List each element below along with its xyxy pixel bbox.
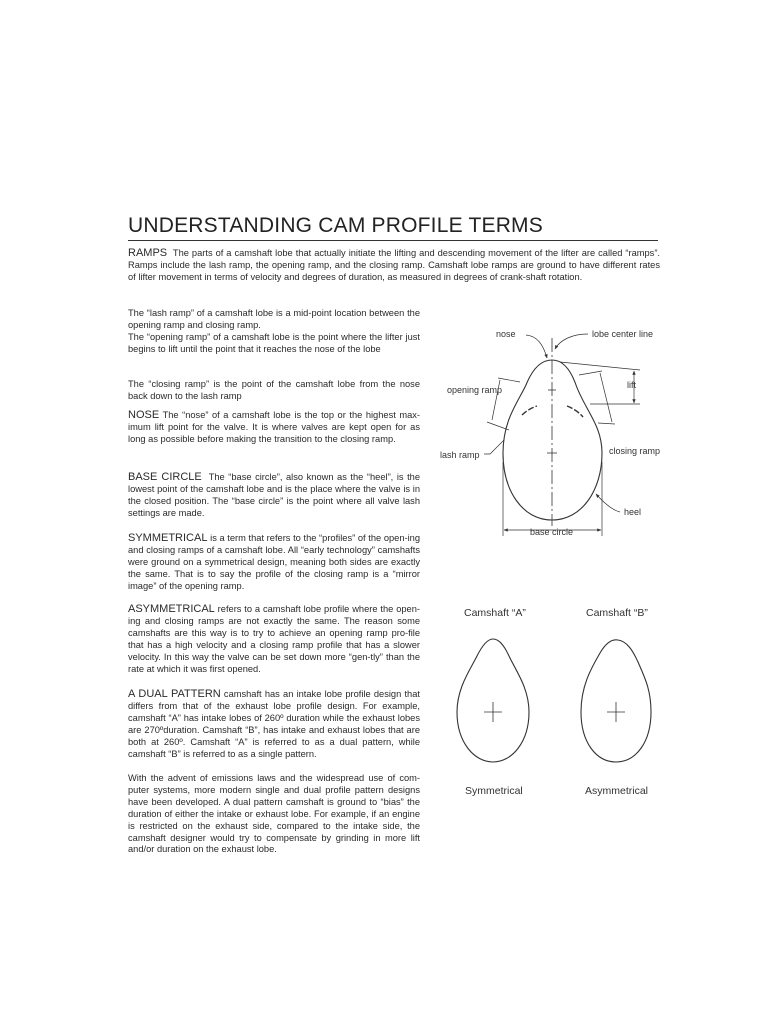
opening-ramp-extension-bottom [487, 422, 509, 430]
label-lobe-center-line: lobe center line [592, 329, 654, 339]
label-camshaft-b: Camshaft “B” [586, 607, 648, 619]
opening-ramp-extension-top [498, 378, 520, 382]
lash-ramp-leader [484, 440, 504, 454]
ramps-term: RAMPS [128, 247, 168, 259]
nose-leader [526, 335, 547, 358]
lash-ramp-text: The “lash ramp” of a camshaft lobe is a mid-point location between the opening ramp and closing ramp. [128, 308, 420, 330]
label-camshaft-a: Camshaft “A” [464, 607, 526, 619]
dual-pattern-term: A DUAL PATTERN [128, 688, 221, 700]
label-opening-ramp: opening ramp [447, 385, 503, 395]
symmetrical-text: is a term that refers to the “profiles” of the open-ing and closing ramps of a camshaft lobe. All “early technology” camshafts were ground on a symmetrical design, meaning both sides are exactly the same. That is to say the profile of the closing ramp is a “mirror image” of the opening ramp. [128, 533, 421, 591]
label-base-circle: base circle [530, 527, 574, 537]
label-lift: lift [627, 380, 636, 390]
lobe-center-leader [555, 334, 588, 349]
camshaft-a-lobe [457, 639, 529, 762]
label-heel: heel [624, 507, 642, 517]
closing-ramp-extension-top [579, 371, 602, 375]
label-closing-ramp: closing ramp [609, 446, 661, 456]
camshaft-b-outline [581, 640, 651, 762]
comparison-labels [464, 607, 648, 797]
label-lash-ramp: lash ramp [440, 450, 480, 460]
ramps-text: The parts of a camshaft lobe that actually initiate the lifting and descending movement of the lifter are called “ramps”. Ramps include the lash ramp, the opening ramp, and the closing ramp. Camshaft lobe ramps are ground to have different rates of lifter movement in terms of velocity and degrees of duration, as measured in degrees of crank-shaft rotation. [128, 248, 660, 282]
base-circle-text: The “base circle”, also known as the “heel”, is the lowest point of the camshaft lobe and is the place where the valve is in the closed position. The “base circle” is the point where all valve lash settings are made. [128, 472, 421, 518]
base-circle-arc-right [567, 406, 583, 417]
emissions-text: With the advent of emissions laws and the widespread use of com-puter systems, more modern single and dual profile pattern designs have been developed. A dual pattern camshaft is ground to “bias” the duration of either the intake or exhaust lobe. For example, if an engine is restricted on the exhaust side, compared to the intake side, the camshaft designer would try to compensate by grinding in more lift and/or duration on the exhaust lobe. [128, 773, 420, 855]
cam-lobe-diagram [484, 334, 640, 536]
camshaft-a-outline [457, 639, 529, 762]
closing-ramp-text: The “closing ramp” is the point of the camshaft lobe from the nose back down to the lash ramp [128, 379, 420, 401]
label-asymmetrical: Asymmetrical [585, 785, 649, 797]
camshaft-b-lobe [581, 640, 651, 762]
asymmetrical-text: refers to a camshaft lobe profile where the open-ing and closing ramps are not exactly the same. The reason some camshafts are this way is to try to achieve an opening ramp pro-file that has a high velocity and a closing ramp profile that has a slower velocity. In this way the valve can be set down more “gen-tly” than the rate at which it was first opened. [128, 604, 420, 674]
label-symmetrical: Symmetrical [465, 785, 523, 797]
symmetrical-term: SYMMETRICAL [128, 532, 208, 544]
lift-top-extension [560, 362, 640, 370]
closing-ramp-extension-bottom [598, 423, 615, 424]
heel-leader [596, 494, 620, 512]
dual-pattern-text: camshaft has an intake lobe profile design that differs from that of the exhaust lobe profile design. For example, camshaft “A” has intake lobes of 260º duration while the exhaust lobes are 270ºduration. Camshaft “B”, has intake and exhaust lobes that are both at 260º. Camshaft “A” is referred to as a dual pattern, while camshaft “B” is referred to as a single pattern. [128, 689, 420, 759]
nose-text: The “nose” of a camshaft lobe is the top or the highest max-imum lift point for the valve. It is where valves are kept open for as long as possible before making the transition to the closing ramp. [128, 410, 420, 444]
base-circle-arc-left [522, 406, 537, 415]
opening-ramp-text: The “opening ramp” of a camshaft lobe is the point where the lifter just begins to lift until the point that it reaches the nose of the lobe [128, 331, 420, 354]
label-nose: nose [496, 329, 516, 339]
asymmetrical-term: ASYMMETRICAL [128, 603, 215, 615]
main-lobe-outline [503, 360, 602, 520]
base-circle-term: BASE CIRCLE [128, 471, 202, 483]
closing-ramp-dimension [600, 373, 612, 422]
page-title: UNDERSTANDING CAM PROFILE TERMS [128, 214, 543, 237]
nose-term: NOSE [128, 409, 160, 421]
